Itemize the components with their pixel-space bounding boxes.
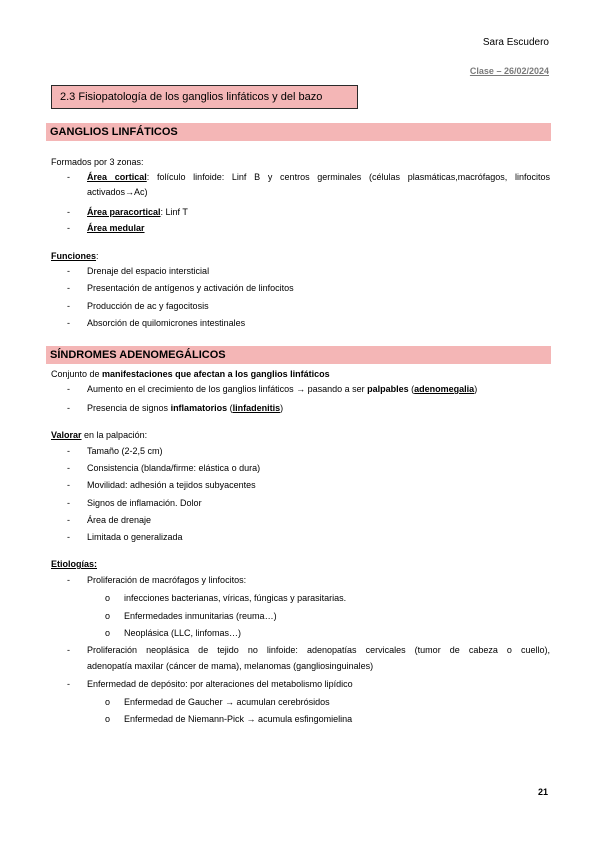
etiologias-heading: Etiologías: — [51, 559, 98, 569]
valorar-label: Valorar — [51, 430, 82, 440]
list-dash: - — [67, 463, 70, 473]
zone-term: Área paracortical — [87, 207, 161, 217]
function-item: Producción de ac y fagocitosis — [87, 301, 209, 311]
item-term: adenomegalia — [414, 384, 475, 394]
valorar-item: Movilidad: adhesión a tejidos subyacentes — [87, 480, 256, 490]
item-term: linfadenitis — [232, 403, 281, 413]
author-name: Sara Escudero — [482, 37, 549, 48]
zone-description: : Linf T — [160, 207, 188, 217]
sindrome-item-adenomegalia — [87, 384, 477, 395]
list-dash: - — [67, 403, 70, 413]
zone-medular — [87, 223, 145, 234]
etiologia-item: Enfermedad de depósito: por alteraciones del metabolismo lipídico — [87, 679, 353, 689]
list-dash: - — [67, 266, 70, 276]
list-dash: - — [67, 172, 70, 182]
item-paren: ( — [408, 384, 415, 394]
list-dash: - — [67, 645, 70, 655]
etiologia-text-cont: adenopatía maxilar (cáncer de mama), melanomas (gangliosinguinales) — [87, 661, 374, 671]
section-heading-sindromes: SÍNDROMES ADENOMEGÁLICOS — [46, 346, 551, 364]
list-circle: o — [105, 593, 111, 603]
item-paren: ( — [227, 403, 233, 413]
list-dash: - — [67, 498, 70, 508]
list-dash: - — [67, 515, 70, 525]
list-circle: o — [105, 611, 111, 621]
list-dash: - — [67, 480, 70, 490]
item-text: Aumento en el crecimiento de los ganglios linfáticos → pasando a ser — [87, 384, 368, 394]
list-dash: - — [67, 532, 70, 542]
zone-description: : folículo linfoide: Linf B y centros germinales (células plasmáticas,macrófagos, linfocitos — [146, 172, 550, 182]
list-dash: - — [67, 283, 70, 293]
etiologia-item: Proliferación de macrófagos y linfocitos: — [87, 575, 247, 585]
function-item: Presentación de antígenos y activación de linfocitos — [87, 283, 294, 293]
list-dash: - — [67, 384, 70, 394]
list-dash: - — [67, 575, 70, 585]
etiologia-text: Proliferación neoplásica de tejido no linfoide: adenopatías cervicales (tumor de cabeza o cuello), — [87, 645, 550, 655]
item-paren: ) — [280, 403, 284, 413]
section-heading-ganglios: GANGLIOS LINFÁTICOS — [46, 123, 551, 141]
zone-term: Área cortical — [87, 172, 147, 182]
functions-colon: : — [96, 251, 99, 261]
item-paren: ) — [474, 384, 478, 394]
item-text: Presencia de signos — [87, 403, 171, 413]
list-dash: - — [67, 301, 70, 311]
list-dash: - — [67, 223, 70, 233]
zone-description-cont: activados→Ac) — [87, 187, 148, 197]
valorar-item: Signos de inflamación. Dolor — [87, 498, 202, 508]
etiologia-subitem: Enfermedad de Gaucher → acumulan cerebrósidos — [124, 697, 330, 707]
zone-paracortical — [87, 207, 188, 218]
item-bold: palpables — [367, 384, 409, 394]
etiologia-subitem: Enfermedades inmunitarias (reuma…) — [124, 611, 277, 621]
zones-intro: Formados por 3 zonas: — [51, 157, 144, 167]
valorar-item: Consistencia (blanda/firme: elástica o dura) — [87, 463, 261, 473]
list-dash: - — [67, 318, 70, 328]
zone-cortical — [87, 172, 550, 198]
etiologia-subitem: Enfermedad de Niemann-Pick → acumula esfingomielina — [124, 714, 353, 724]
sindrome-item-linfadenitis — [87, 403, 283, 414]
chapter-title: 2.3 Fisiopatología de los ganglios linfáticos y del bazo — [51, 85, 358, 109]
valorar-item: Limitada o generalizada — [87, 532, 183, 542]
functions-label: Funciones — [51, 251, 97, 261]
valorar-item: Tamaño (2-2,5 cm) — [87, 446, 163, 456]
sindromes-intro — [51, 369, 330, 380]
etiologia-subitem: Neoplásica (LLC, linfomas…) — [124, 628, 242, 638]
valorar-text: en la palpación: — [81, 430, 148, 440]
list-circle: o — [105, 697, 111, 707]
page-number: 21 — [538, 787, 549, 797]
list-dash: - — [67, 679, 70, 689]
list-circle: o — [105, 628, 111, 638]
list-dash: - — [67, 207, 70, 217]
function-item: Absorción de quilomicrones intestinales — [87, 318, 246, 328]
class-date: Clase – 26/02/2024 — [469, 66, 549, 76]
etiologia-subitem: infecciones bacterianas, víricas, fúngicas y parasitarias. — [124, 593, 347, 603]
item-bold: inflamatorios — [170, 403, 228, 413]
intro-bold: manifestaciones que afectan a los ganglios linfáticos — [102, 369, 330, 379]
etiologia-item-neoplasica — [87, 645, 550, 672]
intro-text: Conjunto de — [51, 369, 103, 379]
function-item: Drenaje del espacio intersticial — [87, 266, 210, 276]
valorar-item: Área de drenaje — [87, 515, 152, 525]
list-circle: o — [105, 714, 111, 724]
functions-heading — [51, 251, 99, 262]
zone-term: Área medular — [87, 223, 145, 233]
valorar-heading — [51, 430, 147, 441]
list-dash: - — [67, 446, 70, 456]
